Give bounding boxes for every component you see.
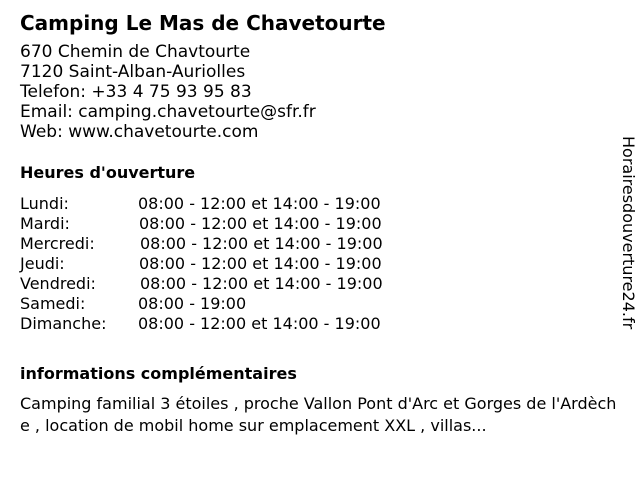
day-times: 08:00 - 12:00 et 14:00 - 19:00 <box>139 214 382 233</box>
web-line: Web: www.chavetourte.com <box>20 122 259 142</box>
day-label: Vendredi: <box>20 274 96 293</box>
day-times: 08:00 - 12:00 et 14:00 - 19:00 <box>140 234 383 253</box>
day-times: 08:00 - 12:00 et 14:00 - 19:00 <box>138 314 381 333</box>
info-heading: informations complémentaires <box>20 364 297 383</box>
day-label: Mercredi: <box>20 234 95 253</box>
phone-line: Telefon: +33 4 75 93 95 83 <box>20 82 252 102</box>
day-label: Lundi: <box>20 194 69 213</box>
hours-heading: Heures d'ouverture <box>20 163 196 182</box>
business-page <box>20 10 620 435</box>
info-text: Camping familial 3 étoiles , proche Vallon Pont d'Arc et Gorges de l'Ardèche , location de mobil home sur emplacement XXL , villas... <box>20 394 617 435</box>
day-times: 08:00 - 19:00 <box>138 294 247 313</box>
address-line-1: 670 Chemin de Chavtourte <box>20 42 251 62</box>
site-watermark <box>620 136 636 376</box>
day-label: Dimanche: <box>20 314 107 333</box>
day-times: 08:00 - 12:00 et 14:00 - 19:00 <box>139 254 382 273</box>
day-label: Mardi: <box>20 214 70 233</box>
address-line-2: 7120 Saint-Alban-Auriolles <box>20 62 246 82</box>
day-times: 08:00 - 12:00 et 14:00 - 19:00 <box>140 274 383 293</box>
day-label: Samedi: <box>20 294 86 313</box>
day-times: 08:00 - 12:00 et 14:00 - 19:00 <box>138 194 381 213</box>
watermark-text: Horairesdouverture24.fr <box>619 136 638 330</box>
contact-block <box>20 42 620 142</box>
day-label: Jeudi: <box>20 254 65 273</box>
email-line: Email: camping.chavetourte@sfr.fr <box>20 102 316 122</box>
business-name: Camping Le Mas de Chavetourte <box>20 11 386 35</box>
